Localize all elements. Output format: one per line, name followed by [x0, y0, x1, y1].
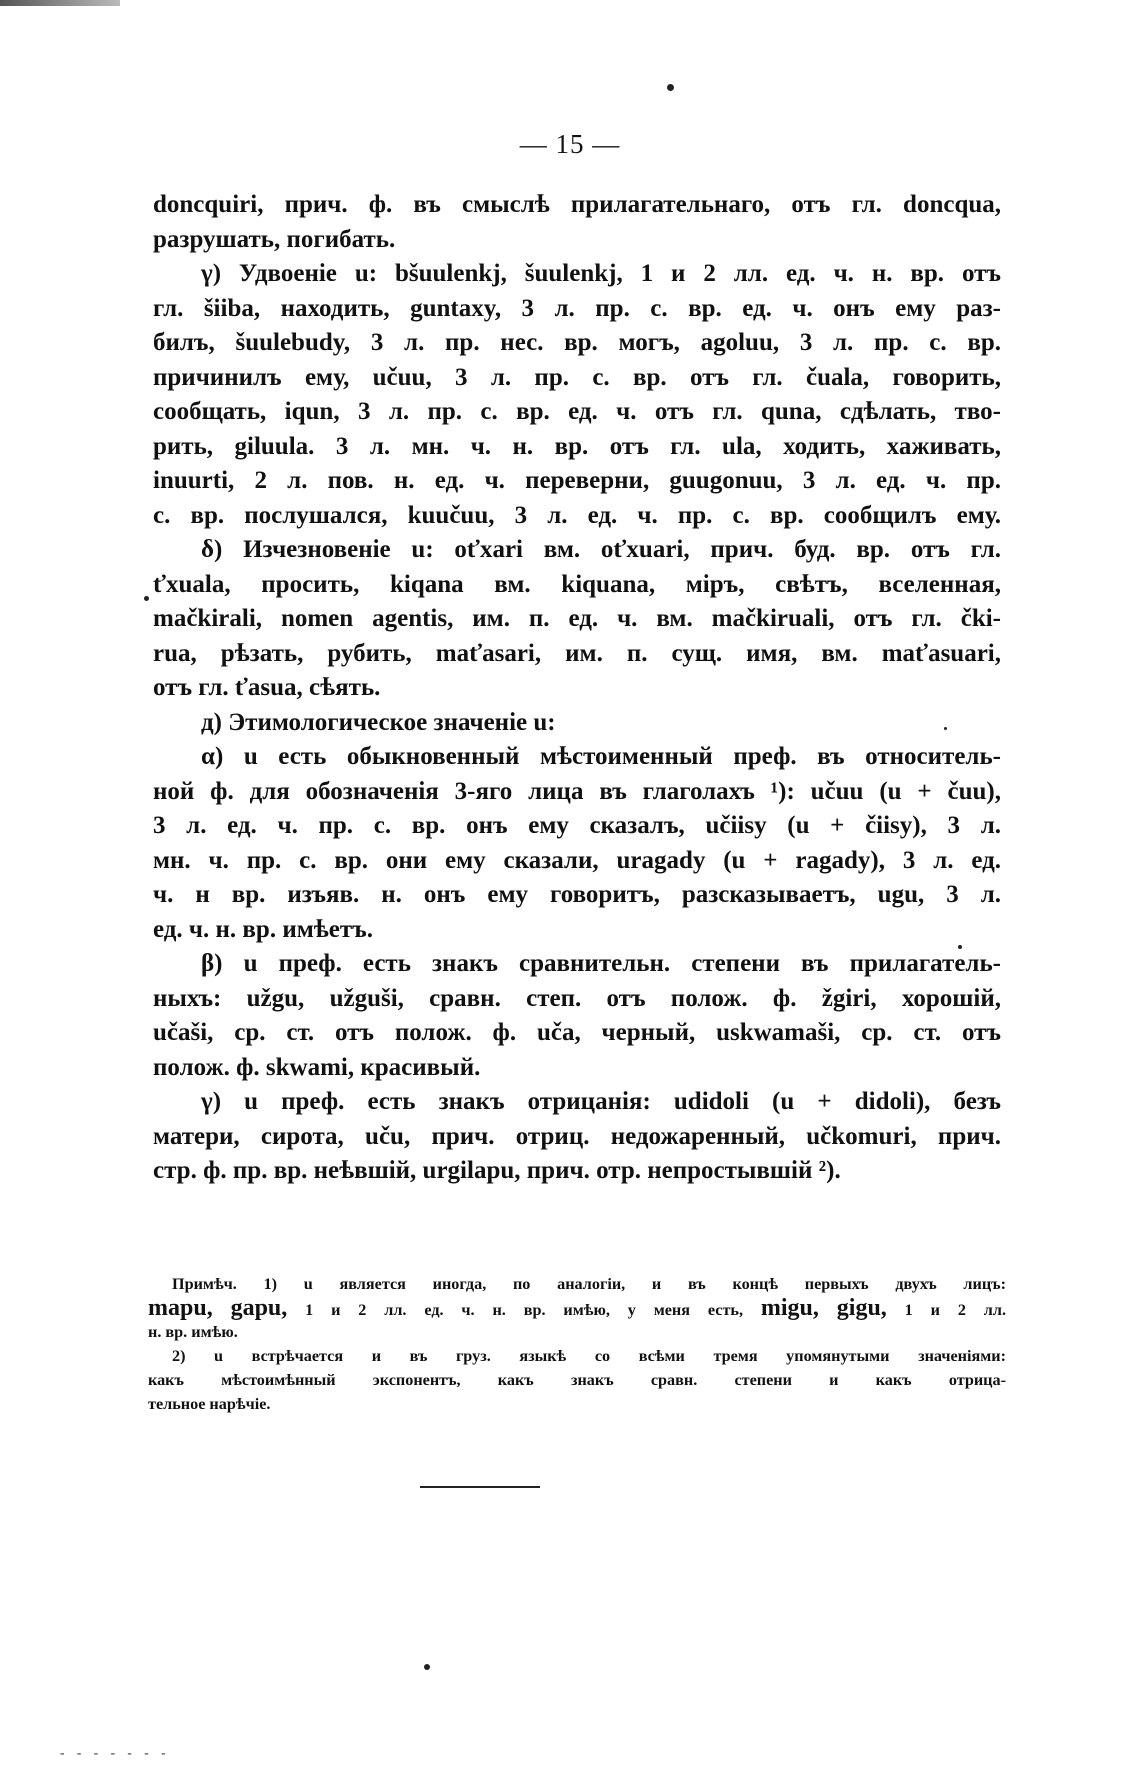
ink-speck [144, 596, 149, 601]
text-line: učaši, ср. ст. отъ полож. ф. uča, черный, uskwamaši, ср. ст. отъ [153, 1019, 1001, 1046]
footnotes [148, 1272, 1006, 1416]
scan-smudge [0, 0, 120, 6]
footnote-word: gapu, [230, 1295, 288, 1321]
footnote-line: н. вр. имѣю. [148, 1323, 238, 1341]
text-line: δ) Изчезновеніе u: oťxari вм. oťxuari, прич. буд. вр. отъ гл. [201, 536, 1001, 563]
footnote-text: 1 и 2 лл. ед. ч. н. вр. имѣю, у меня есть, [305, 1301, 744, 1319]
footnote-text: 1 и 2 лл. [904, 1301, 1007, 1319]
text-line: γ) u преф. есть знакъ отрицанія: udidoli (u + didoli), безъ [201, 1088, 1001, 1115]
text-line: стр. ф. пр. вр. неѣвшій, urgilapu, прич. отр. непростывшій ²). [153, 1157, 841, 1184]
text-line: γ) Удвоеніе u: bšuulenkj, šuulenkj, 1 и 2 лл. ед. ч. н. вр. отъ [201, 260, 1001, 287]
text-line: гл. šiiba, находить, guntaxy, 3 л. пр. с. вр. ед. ч. онъ ему раз- [153, 294, 1001, 322]
ink-speck [944, 727, 947, 730]
footnote-word: migu, [760, 1295, 819, 1321]
footnote-line [148, 1296, 1006, 1320]
text-line: α) u есть обыкновенный мѣстоименный преф. въ относитель- [201, 743, 1001, 770]
scan-marks: - - - - - - - [58, 1746, 168, 1762]
page-number: — 15 — [519, 129, 621, 159]
text-line: β) u преф. есть знакъ сравнительн. степени въ прилагатель- [201, 950, 1001, 977]
ink-speck [667, 84, 674, 91]
text-line: сообщать, iqun, 3 л. пр. с. вр. ед. ч. отъ гл. qunа, сдѣлать, тво- [153, 398, 1001, 425]
footnote-line: 2) u встрѣчается и въ груз. языкѣ со всѣми тремя упомянутыми значеніями: [172, 1347, 1006, 1365]
text-line: ťxuala, просить, kiqana вм. kiquana, міръ, свѣтъ, вселенная, [153, 570, 1001, 598]
text-line: рить, giluula. 3 л. мн. ч. н. вр. отъ гл. ula, ходить, хаживать, [153, 432, 1001, 460]
text-line: матери, сирота, uču, прич. отриц. недожаренный, učkomuri, прич. [153, 1122, 1001, 1150]
ink-speck [424, 1664, 430, 1670]
text-line: полож. ф. skwami, красивый. [153, 1053, 481, 1081]
footnote-word: gigu, [836, 1295, 887, 1321]
main-text [153, 188, 1001, 1189]
text-line: мн. ч. пр. с. вр. они ему сказали, uragady (u + ragady), 3 л. ед. [153, 846, 1001, 874]
text-line: билъ, šuulebudy, 3 л. пр. нес. вр. могъ, agoluu, 3 л. пр. с. вр. [153, 329, 1001, 356]
text-line: inuurti, 2 л. пов. н. ед. ч. переверни, guugonuu, 3 л. ед. ч. пр. [153, 467, 1001, 494]
text-line: rua, рѣзать, рубить, maťasari, им. п. сущ. имя, вм. maťasuari, [153, 639, 1001, 667]
end-rule [420, 1486, 540, 1488]
text-line: д) Этимологическое значеніе u: [201, 708, 556, 736]
text-line: ед. ч. н. вр. имѣетъ. [153, 915, 373, 943]
text-line: отъ гл. ťasua, сѣять. [153, 674, 381, 701]
footnote-line: тельное нарѣчіе. [148, 1395, 271, 1413]
footnote-line: Примѣч. 1) u является иногда, по аналогіи, и въ концѣ первыхъ двухъ лицъ: [172, 1275, 1006, 1293]
text-line: разрушать, погибать. [153, 225, 396, 253]
footnote-line: какъ мѣстоимѣнный экспонентъ, какъ знакъ сравн. степени и какъ отрица- [148, 1371, 1006, 1389]
text-line: mačkirali, nomen agentis, им. п. ед. ч. вм. mačkiruali, отъ гл. čki- [153, 605, 1001, 632]
text-line: doncquiri, прич. ф. въ смыслѣ прилагательнаго, отъ гл. doncqua, [153, 191, 1001, 218]
footnote-word: mapu, [148, 1295, 213, 1321]
ink-speck [958, 945, 962, 949]
text-line: с. вр. послушался, kuučuu, 3 л. ед. ч. пр. с. вр. сообщилъ ему. [153, 501, 1001, 529]
text-line: 3 л. ед. ч. пр. с. вр. онъ ему сказалъ, učiisy (u + čiisy), 3 л. [153, 812, 1001, 839]
text-line: причинилъ ему, učuu, 3 л. пр. с. вр. отъ гл. čuala, говорить, [153, 363, 1001, 391]
text-line: ч. н вр. изъяв. н. онъ ему говоритъ, разсказываетъ, ugu, 3 л. [153, 881, 1001, 908]
text-line: ныхъ: užgu, užguši, сравн. степ. отъ полож. ф. žgiri, хорошій, [153, 984, 1001, 1012]
text-line: ной ф. для обозначенія 3-яго лица въ глаголахъ ¹): učuu (u + čuu), [153, 777, 1001, 805]
